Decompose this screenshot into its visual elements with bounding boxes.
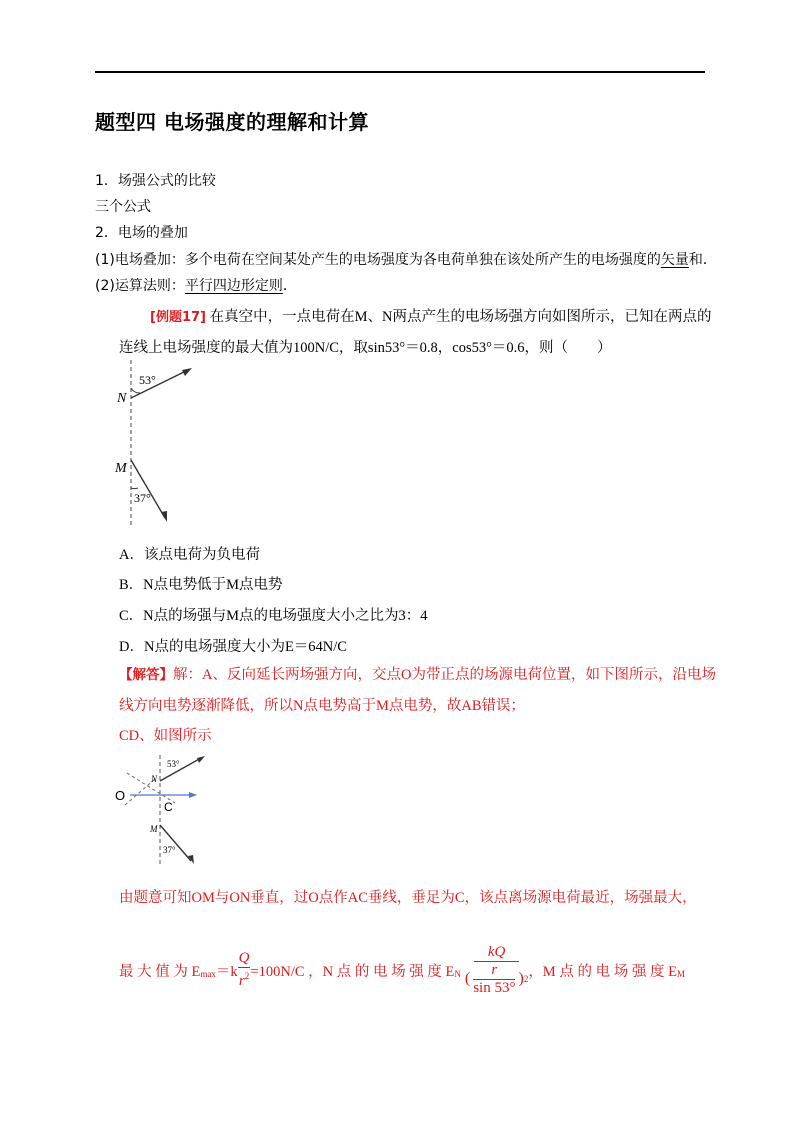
label-M: M [115, 461, 127, 476]
example-tag: [例题17] [150, 310, 206, 325]
operation-rule: (2)运算法则：平行四边形定则． [95, 278, 297, 294]
angle-37: 37° [134, 491, 151, 505]
answer-line-3: CD、如图所示 [119, 728, 212, 744]
option-a: A．该点电荷为负电荷 [119, 547, 260, 563]
label-M2: M [150, 824, 158, 834]
answer-line-1: 【解答】解：A、反向延长两场强方向，交点O为带正点的场源电荷位置，如下图所示，沿电场 [119, 667, 716, 683]
answer-line-2: 线方向电势逐渐降低，所以N点电势高于M点电势，故AB错误； [119, 698, 526, 714]
angle-37-2: 37° [163, 845, 176, 855]
answer-tag: 【解答】 [119, 667, 173, 683]
item-1-sub: 三个公式 [95, 199, 151, 215]
option-b: B．N点电势低于M点电势 [119, 577, 283, 593]
header-rule [95, 71, 705, 73]
label-N: N [117, 391, 127, 406]
formula-line: 最 大 值 为 E max ＝k $\frac{Q}{r^2}$ =100N/C ，N 点 的 电 场 强 度 E N kQ ( $\frac{r}{\sin 53^\circ}$ ) 2 ，M 点 的 电 场 强 度 E M [119, 943, 685, 996]
answer-line-4: 由题意可知OM与ON垂直，过O点作AC垂线，垂足为C，该点离场源电荷最近，场强最大， [119, 890, 697, 906]
label-O: O [115, 788, 126, 803]
label-C: C [164, 800, 173, 814]
option-c: C．N点的场强与M点的电场强度大小之比为3：4 [119, 608, 428, 624]
superposition-definition: (1)电场叠加：多个电荷在空间某处产生的电场强度为各电荷单独在该处所产生的电场强度的矢量和． [95, 252, 717, 268]
label-N2: N [151, 774, 158, 784]
angle-53-2: 53° [167, 759, 180, 769]
fraction-Q-over-r2: $\frac{Q}{r^2}$ [238, 950, 250, 989]
field-arrow-M2 [160, 825, 191, 861]
option-d: D．N点的电场强度大小为E＝64N/C [119, 639, 347, 655]
item-2: 2．电场的叠加 [95, 225, 188, 241]
angle-53: 53° [139, 373, 156, 387]
fraction-EN: kQ ( $\frac{r}{\sin 53^\circ}$ ) 2 [464, 943, 529, 996]
example-line-2: 连线上电场强度的最大值为100N/C，取sin53°＝0.8，cos53°＝0.6，则（ ） [119, 340, 612, 356]
figure-field-directions [110, 360, 200, 525]
section-title: 题型四 电场强度的理解和计算 [95, 110, 369, 134]
example-line-1: [例题17] 在真空中，一点电荷在M、N两点产生的电场场强方向如图所示，已知在两点的 [150, 309, 712, 325]
figure-source-location [115, 755, 210, 865]
item-1: 1．场强公式的比较 [95, 173, 216, 189]
